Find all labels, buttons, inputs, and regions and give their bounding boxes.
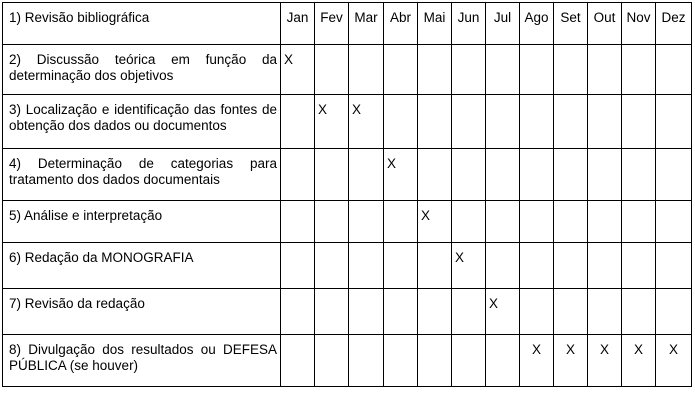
schedule-mark-cell: [384, 45, 418, 95]
schedule-mark-cell: X: [281, 45, 315, 95]
month-header-nov: Nov: [622, 3, 656, 45]
schedule-mark-cell: [418, 243, 452, 289]
task-cell: [3, 335, 281, 387]
table-row: [3, 45, 692, 95]
schedule-mark-cell: X: [656, 335, 692, 387]
schedule-mark-cell: [418, 45, 452, 95]
schedule-mark-cell: [554, 243, 588, 289]
schedule-mark-cell: [452, 45, 486, 95]
schedule-mark-cell: [281, 335, 315, 387]
schedule-mark-cell: [315, 335, 349, 387]
task-label: 3) Localização e identificação das fontes de obtenção dos dados ou documentos: [9, 102, 277, 133]
task-label: 6) Redação da MONOGRAFIA: [9, 250, 194, 265]
schedule-mark-cell: [349, 45, 384, 95]
schedule-mark-cell: [656, 243, 692, 289]
schedule-mark-cell: [315, 45, 349, 95]
schedule-mark-cell: [452, 335, 486, 387]
schedule-mark-cell: [486, 243, 520, 289]
schedule-mark-cell: [588, 45, 622, 95]
schedule-mark-cell: [554, 289, 588, 335]
schedule-mark-cell: [520, 289, 554, 335]
schedule-mark-cell: [588, 95, 622, 149]
schedule-mark-cell: [418, 335, 452, 387]
table-row: [3, 289, 692, 335]
schedule-mark-cell: X: [315, 95, 349, 149]
task-cell: [3, 201, 281, 243]
schedule-mark-cell: [486, 149, 520, 201]
schedule-mark-cell: [315, 149, 349, 201]
schedule-mark-cell: [349, 335, 384, 387]
schedule-mark-cell: [315, 243, 349, 289]
month-header-dez: Dez: [656, 3, 692, 45]
schedule-mark-cell: [622, 95, 656, 149]
schedule-mark-cell: [418, 149, 452, 201]
schedule-mark-cell: [588, 149, 622, 201]
schedule-mark-cell: [656, 149, 692, 201]
task-label: 1) Revisão bibliográfica: [9, 10, 150, 25]
task-cell: [3, 3, 281, 45]
month-header-mai: Mai: [418, 3, 452, 45]
schedule-mark-cell: [588, 201, 622, 243]
schedule-mark-cell: [520, 95, 554, 149]
month-header-jan: Jan: [281, 3, 315, 45]
schedule-mark-cell: [486, 335, 520, 387]
schedule-mark-cell: [554, 95, 588, 149]
schedule-mark-cell: [349, 243, 384, 289]
schedule-mark-cell: X: [588, 335, 622, 387]
schedule-mark-cell: [281, 289, 315, 335]
table-row: [3, 335, 692, 387]
task-label: 7) Revisão da redação: [9, 296, 145, 311]
schedule-mark-cell: [315, 289, 349, 335]
schedule-mark-cell: [656, 201, 692, 243]
schedule-mark-cell: [384, 289, 418, 335]
month-header-mar: Mar: [349, 3, 384, 45]
task-label: 2) Discussão teórica em função da determinação dos objetivos: [9, 52, 277, 83]
schedule-mark-cell: [554, 201, 588, 243]
schedule-mark-cell: X: [418, 201, 452, 243]
schedule-mark-cell: [622, 45, 656, 95]
schedule-mark-cell: [384, 201, 418, 243]
month-header-fev: Fev: [315, 3, 349, 45]
schedule-mark-cell: [656, 45, 692, 95]
schedule-mark-cell: X: [349, 95, 384, 149]
schedule-table: [2, 2, 692, 387]
task-label: 8) Divulgação dos resultados ou DEFESA PÚBLICA (se houver): [9, 342, 277, 373]
month-header-out: Out: [588, 3, 622, 45]
task-label: 5) Análise e interpretação: [9, 208, 163, 223]
schedule-mark-cell: [486, 95, 520, 149]
schedule-mark-cell: X: [554, 335, 588, 387]
schedule-mark-cell: [656, 95, 692, 149]
schedule-mark-cell: [452, 95, 486, 149]
schedule-mark-cell: [349, 289, 384, 335]
schedule-mark-cell: [452, 149, 486, 201]
schedule-mark-cell: [520, 201, 554, 243]
schedule-mark-cell: [554, 149, 588, 201]
schedule-mark-cell: [622, 149, 656, 201]
schedule-mark-cell: [622, 289, 656, 335]
schedule-mark-cell: [384, 335, 418, 387]
task-cell: [3, 289, 281, 335]
task-cell: [3, 149, 281, 201]
month-header-set: Set: [554, 3, 588, 45]
table-row: [3, 149, 692, 201]
schedule-mark-cell: [452, 201, 486, 243]
schedule-mark-cell: [452, 289, 486, 335]
schedule-mark-cell: [520, 149, 554, 201]
month-header-jun: Jun: [452, 3, 486, 45]
schedule-mark-cell: [418, 95, 452, 149]
schedule-mark-cell: [554, 45, 588, 95]
task-cell: [3, 45, 281, 95]
schedule-mark-cell: [281, 201, 315, 243]
schedule-mark-cell: X: [452, 243, 486, 289]
schedule-mark-cell: X: [384, 149, 418, 201]
month-header-jul: Jul: [486, 3, 520, 45]
schedule-mark-cell: X: [622, 335, 656, 387]
schedule-mark-cell: [622, 243, 656, 289]
schedule-mark-cell: [588, 289, 622, 335]
schedule-mark-cell: [281, 243, 315, 289]
month-header-abr: Abr: [384, 3, 418, 45]
schedule-mark-cell: X: [486, 289, 520, 335]
schedule-mark-cell: [622, 201, 656, 243]
schedule-mark-cell: [281, 149, 315, 201]
schedule-mark-cell: [520, 243, 554, 289]
schedule-mark-cell: [384, 95, 418, 149]
schedule-mark-cell: [349, 149, 384, 201]
table-row: [3, 201, 692, 243]
task-cell: [3, 243, 281, 289]
table-row: [3, 243, 692, 289]
schedule-mark-cell: [315, 201, 349, 243]
table-row: [3, 3, 692, 45]
schedule-mark-cell: [281, 95, 315, 149]
table-row: [3, 95, 692, 149]
schedule-mark-cell: [486, 201, 520, 243]
task-label: 4) Determinação de categorias para tratamento dos dados documentais: [9, 156, 277, 187]
schedule-mark-cell: [520, 45, 554, 95]
schedule-mark-cell: [384, 243, 418, 289]
schedule-mark-cell: [349, 201, 384, 243]
month-header-ago: Ago: [520, 3, 554, 45]
schedule-mark-cell: [588, 243, 622, 289]
schedule-mark-cell: X: [520, 335, 554, 387]
schedule-mark-cell: [418, 289, 452, 335]
task-cell: [3, 95, 281, 149]
schedule-mark-cell: [486, 45, 520, 95]
schedule-mark-cell: [656, 289, 692, 335]
